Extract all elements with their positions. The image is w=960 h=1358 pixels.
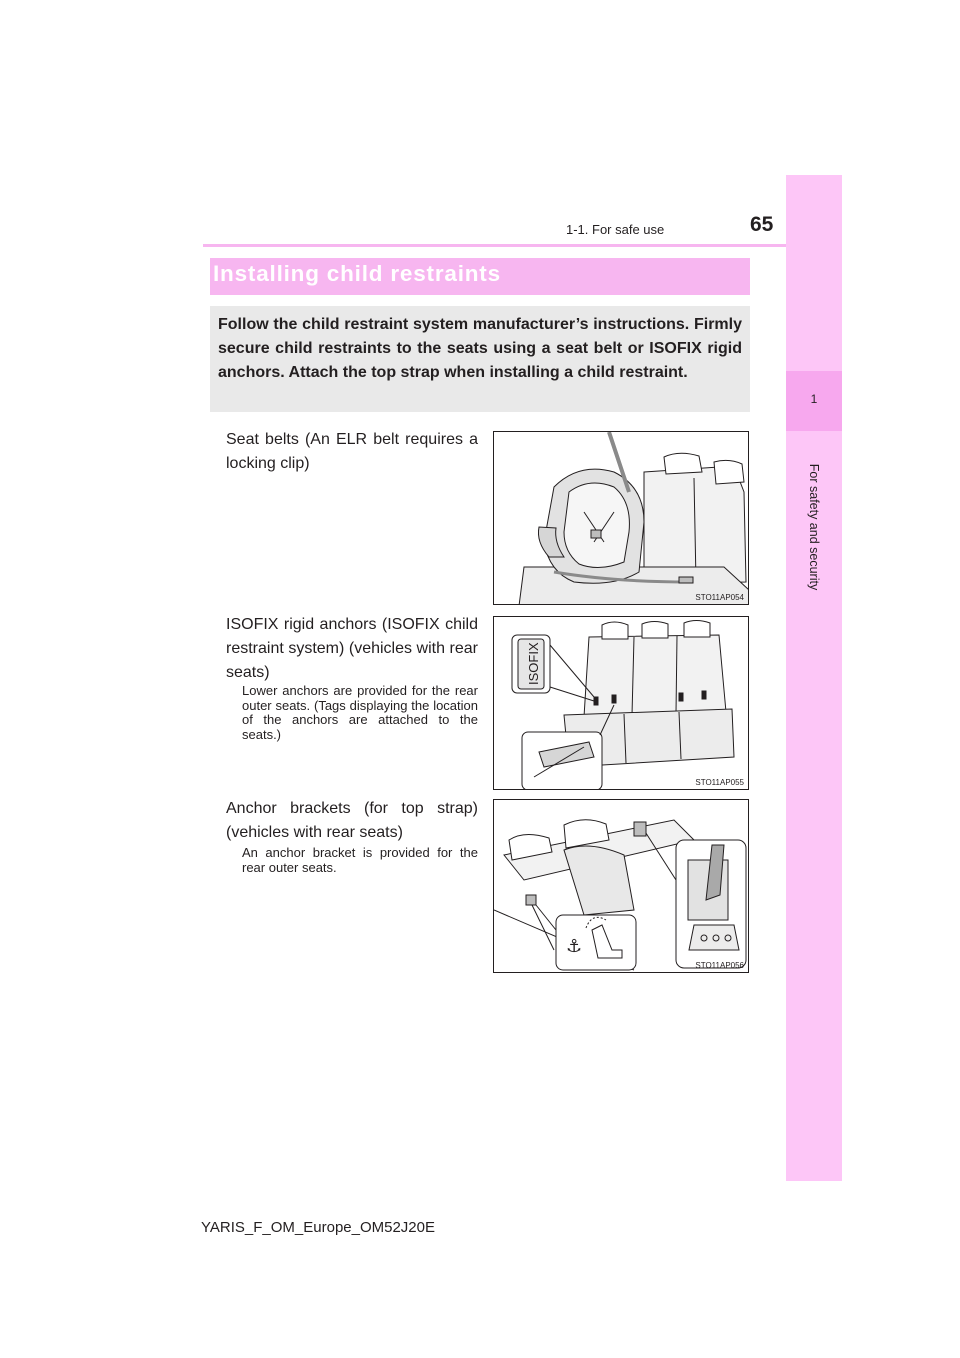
item-anchor-brackets-note: An anchor bracket is provided for the rear outer seats. — [242, 845, 478, 875]
figure-code: STO11AP056 — [695, 961, 744, 970]
svg-text:⚓: ⚓ — [566, 936, 583, 957]
chapter-title: For safety and security — [807, 463, 821, 591]
chapter-title-vertical — [790, 463, 838, 591]
intro-text: Follow the child restraint system manufacturer’s instructions. Firmly secure child restraints to the seats using a seat belt or ISOFIX rigid anchors. Attach the top strap when installing a child restraint. — [218, 316, 742, 381]
header-section-title: 1-1. For safe use — [566, 222, 665, 237]
item-anchor-brackets-text: Anchor brackets (for top strap) (vehicles with rear seats) — [226, 800, 478, 841]
item-isofix-note: Lower anchors are provided for the rear outer seats. (Tags displaying the location of the anchors are attached to the seats.) — [242, 683, 478, 742]
document-footer: YARIS_F_OM_Europe_OM52J20E — [201, 1219, 436, 1236]
chapter-number: 1 — [810, 392, 818, 406]
item-isofix-text: ISOFIX rigid anchors (ISOFIX child restraint system) (vehicles with rear seats) — [226, 616, 478, 681]
header-divider — [203, 244, 786, 247]
figure-anchor-brackets — [493, 799, 749, 973]
anchor-bracket-illustration — [494, 800, 749, 973]
figure-isofix-anchors — [493, 616, 749, 790]
page-number: 65 — [750, 213, 774, 236]
figure-code: STO11AP055 — [695, 778, 744, 787]
section-title: Installing child restraints — [213, 261, 501, 286]
figure-code: STO11AP054 — [695, 593, 744, 602]
figure-seat-belt-install — [493, 431, 749, 605]
isofix-illustration — [494, 617, 749, 790]
isofix-tag-label: ISOFIX — [526, 642, 541, 685]
item-seat-belts-text: Seat belts (An ELR belt requires a locking clip) — [226, 431, 478, 472]
seat-belt-illustration — [494, 432, 749, 605]
chapter-side-tab — [786, 175, 842, 1181]
